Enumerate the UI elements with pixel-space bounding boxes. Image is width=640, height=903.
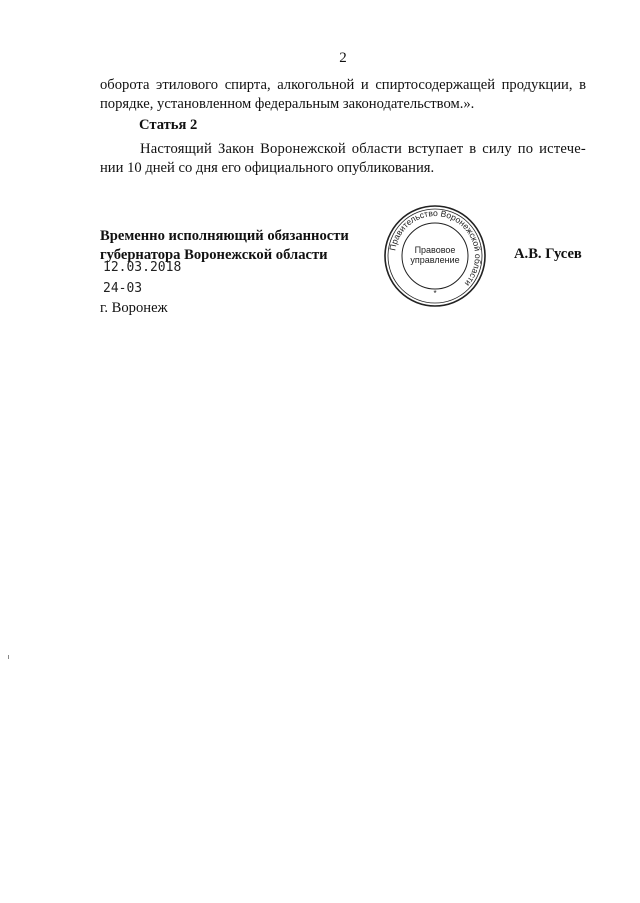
seal-center-line-2: управление <box>410 255 460 265</box>
seal-star-icon: * <box>433 289 437 298</box>
paragraph-2-line-1: Настоящий Закон Воронежской области вступает в силу по истече- <box>140 141 586 157</box>
signer-title-line-1: Временно исполняющий обязанности <box>100 228 349 244</box>
scan-speck <box>8 655 9 659</box>
city-name: г. Воронеж <box>100 300 168 316</box>
registration-number: 24-03 <box>103 281 143 296</box>
page-number: 2 <box>339 50 347 66</box>
paragraph-2 <box>100 140 586 178</box>
paragraph-1-line-2: порядке, установленном федеральным законодательством.». <box>100 96 475 112</box>
seal-center-line-1: Правовое <box>414 245 456 255</box>
signer-name: А.В. Гусев <box>514 246 582 262</box>
seal-ring-text: Правительство Воронежской области <box>387 207 484 289</box>
registration-date: 12.03.2018 <box>103 260 182 275</box>
paragraph-2-line-2: нии 10 дней со дня его официального опубликования. <box>100 160 435 176</box>
signer-title-line-2: губернатора Воронежской области <box>100 247 328 263</box>
article-heading: Статья 2 <box>139 117 198 133</box>
paragraph-1 <box>100 76 586 114</box>
paragraph-1-line-1: оборота этилового спирта, алкогольной и спиртосодержащей продукции, в <box>100 77 586 93</box>
official-seal <box>383 204 487 308</box>
